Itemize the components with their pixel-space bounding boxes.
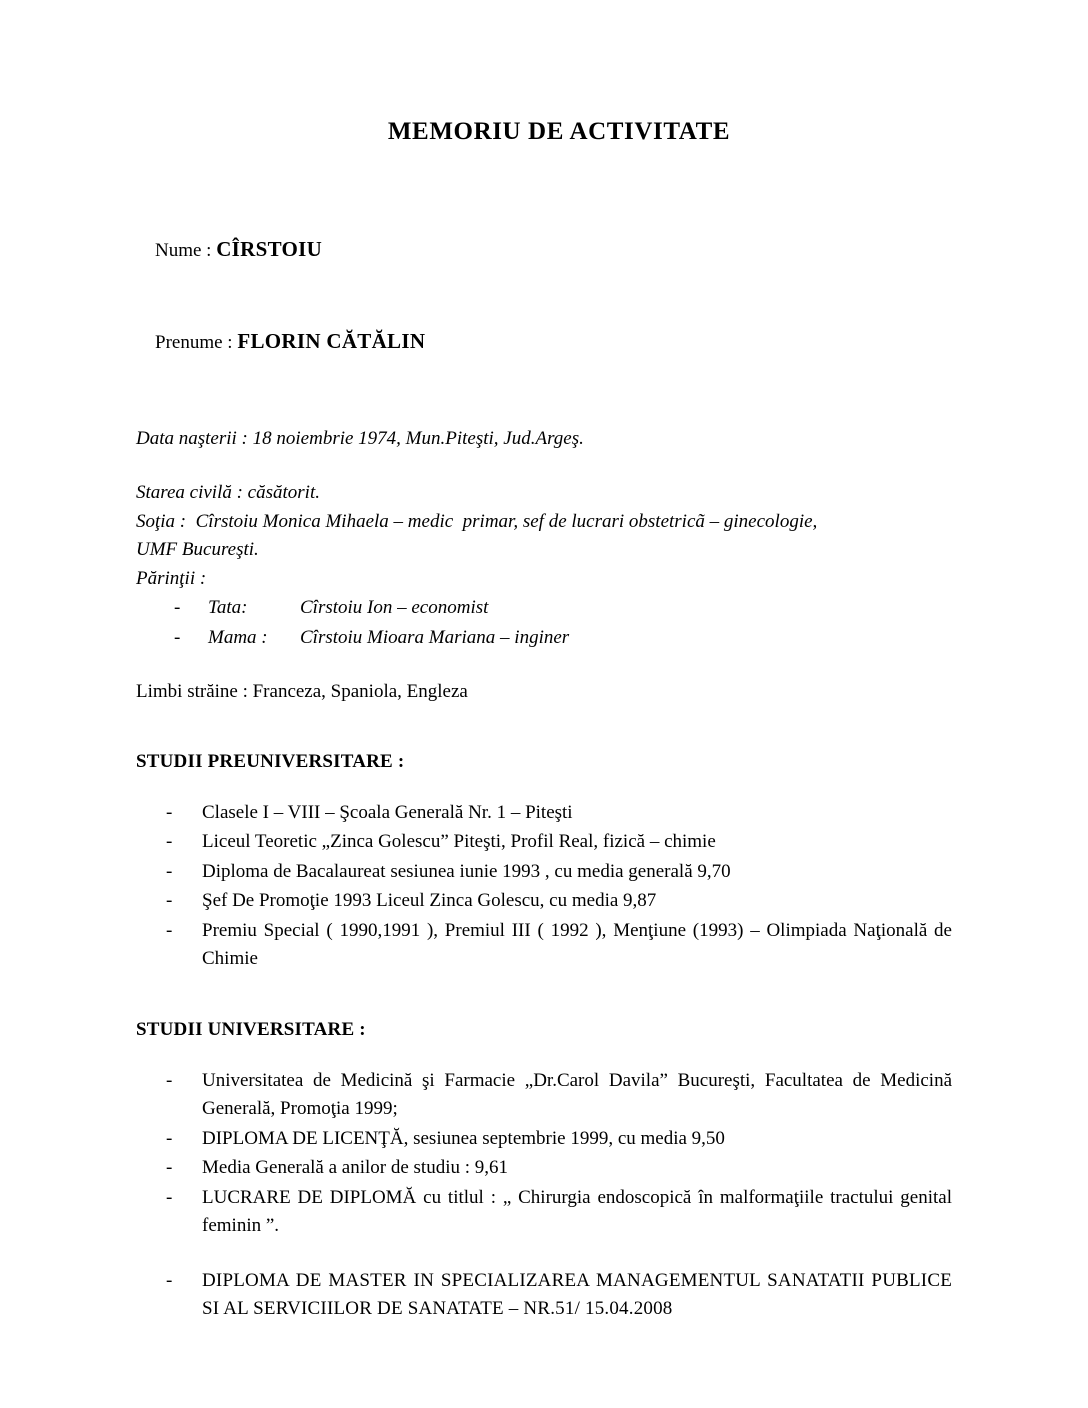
name-line [136, 204, 952, 295]
surname-line [136, 295, 952, 386]
birth-line: Data naşterii : 18 noiembrie 1974, Mun.Piteşti, Jud.Argeş. [136, 427, 584, 449]
family-block [136, 479, 952, 593]
dash-bullet: - [166, 1269, 173, 1291]
parents-list [136, 593, 952, 652]
parent-role: Tata: [208, 597, 248, 619]
birth-block [136, 425, 952, 454]
list-item [174, 623, 952, 652]
list-item [166, 1154, 952, 1183]
list-item [166, 917, 952, 974]
dash-bullet: - [166, 919, 173, 941]
list-item [166, 1267, 952, 1324]
dash-bullet: - [166, 801, 173, 823]
list-item-text: Şef De Promoţie 1993 Liceul Zinca Golescu, cu media 9,87 [202, 890, 657, 912]
parent-role: Mama : [208, 626, 268, 648]
list-item-text: Clasele I – VIII – Şcoala Generală Nr. 1 – Piteşti [202, 801, 573, 823]
parents-label: Părinţii : [136, 567, 207, 589]
page-title: MEMORIU DE ACTIVITATE [387, 118, 731, 145]
dash-bullet: - [174, 626, 181, 648]
list-item [166, 828, 952, 857]
dash-bullet: - [166, 1127, 173, 1149]
list-item [174, 593, 952, 622]
preuniversity-list [136, 799, 952, 974]
list-item [166, 1125, 952, 1154]
surname-label: Prenume : [155, 331, 238, 353]
spouse-line-2: UMF Bucureşti. [136, 539, 259, 561]
list-item-text: Media Generală a anilor de studiu : 9,61 [202, 1157, 509, 1179]
list-item [166, 1184, 952, 1241]
dash-bullet: - [166, 1157, 173, 1179]
list-item-text: DIPLOMA DE MASTER IN SPECIALIZAREA MANAGEMENTUL SANATATII PUBLICE SI AL SERVICIILOR DE SANATATE – NR.51/ 15.04.2008 [202, 1269, 952, 1320]
list-item [166, 1067, 952, 1124]
list-item [166, 799, 952, 828]
languages-line: Limbi străine : Franceza, Spaniola, Engleza [136, 681, 468, 703]
list-item [166, 858, 952, 887]
dash-bullet: - [166, 1069, 173, 1091]
dash-bullet: - [166, 831, 173, 853]
parent-value: Cîrstoiu Mioara Mariana – inginer [300, 626, 570, 648]
dash-bullet: - [166, 860, 173, 882]
dash-bullet: - [174, 597, 181, 619]
section-heading-preuniversity: STUDII PREUNIVERSITARE : [136, 750, 405, 772]
parent-value: Cîrstoiu Ion – economist [300, 597, 489, 619]
dash-bullet: - [166, 1186, 173, 1208]
section-heading-university: STUDII UNIVERSITARE : [136, 1018, 366, 1040]
list-item-text: LUCRARE DE DIPLOMĂ cu titlul : „ Chirurgia endoscopică în malformaţiile tractului genital feminin ”. [202, 1186, 952, 1237]
civil-status-line: Starea civilă : căsătorit. [136, 482, 320, 504]
spouse-line-1: Soţia : Cîrstoiu Monica Mihaela – medic primar, sef de lucrari obstetricã – ginecologie, [136, 510, 818, 532]
surname-value: FLORIN CĂTĂLIN [237, 328, 426, 353]
list-item-text: Liceul Teoretic „Zinca Golescu” Piteşti, Profil Real, fizică – chimie [202, 831, 716, 853]
name-value: CÎRSTOIU [216, 237, 323, 262]
name-label: Nume : [155, 240, 217, 262]
list-item [166, 887, 952, 916]
list-item-text: DIPLOMA DE LICENŢĂ, sesiunea septembrie 1999, cu media 9,50 [202, 1127, 725, 1149]
list-item-text: Universitatea de Medicină şi Farmacie „Dr.Carol Davila” Bucureşti, Facultatea de Medicină Generală, Promoţia 1999; [202, 1069, 952, 1120]
list-item-text: Diploma de Bacalaureat sesiunea iunie 1993 , cu media generală 9,70 [202, 860, 731, 882]
university-list [136, 1067, 952, 1324]
list-item-text: Premiu Special ( 1990,1991 ), Premiul III ( 1992 ), Menţiune (1993) – Olimpiada Naţională de Chimie [202, 919, 952, 970]
dash-bullet: - [166, 890, 173, 912]
